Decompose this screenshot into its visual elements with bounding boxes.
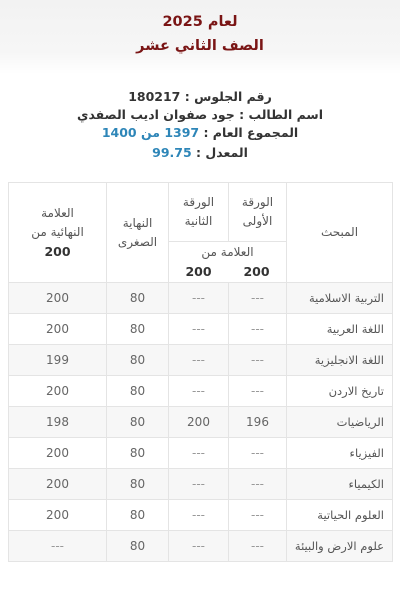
- table-row: [9, 283, 393, 314]
- header-mark-from: [169, 242, 287, 283]
- header-paper1-line1: الورقة: [241, 195, 274, 209]
- min-grade-cell: 80: [107, 345, 169, 376]
- min-grade-cell: 80: [107, 407, 169, 438]
- min-grade-cell: 80: [107, 531, 169, 562]
- final-grade-cell: 200: [9, 376, 107, 407]
- subject-cell: اللغة الانجليزية: [287, 345, 393, 376]
- seat-number-label: رقم الجلوس :: [180, 89, 272, 104]
- final-grade-cell: 200: [9, 469, 107, 500]
- header-min-grade: [107, 183, 169, 283]
- subject-cell: اللغة العربية: [287, 314, 393, 345]
- header-paper2-max: 200: [185, 263, 212, 279]
- total-score-label: المجموع العام :: [199, 125, 299, 140]
- header-paper1-line2: الأولى: [242, 214, 273, 228]
- header-mark-from-label: العلامة من: [201, 244, 254, 259]
- grade-title: الصف الثاني عشر: [136, 38, 264, 54]
- average-score: [0, 144, 400, 162]
- seat-number-value: 180217: [128, 89, 181, 104]
- min-grade-cell: 80: [107, 314, 169, 345]
- min-grade-cell: 80: [107, 376, 169, 407]
- table-row: [9, 531, 393, 562]
- min-grade-cell: 80: [107, 500, 169, 531]
- student-name-value: جود صفوان اديب الصفدي: [77, 107, 235, 122]
- subject-cell: الرياضيات: [287, 407, 393, 438]
- paper1-cell: ---: [229, 438, 287, 469]
- table-row: [9, 500, 393, 531]
- subject-cell: الفيزياء: [287, 438, 393, 469]
- average-score-value: 99.75: [152, 145, 192, 160]
- paper2-cell: ---: [169, 283, 229, 314]
- paper2-cell: ---: [169, 500, 229, 531]
- final-grade-cell: ---: [9, 531, 107, 562]
- final-grade-cell: 200: [9, 314, 107, 345]
- result-year-title: لعام 2025: [162, 14, 238, 30]
- header-paper2: [169, 183, 229, 242]
- min-grade-cell: 80: [107, 283, 169, 314]
- header-min-line1: النهاية: [122, 215, 153, 230]
- header-final-max: 200: [44, 243, 71, 259]
- table-row: [9, 314, 393, 345]
- paper2-cell: ---: [169, 469, 229, 500]
- grades-table-body: [9, 283, 393, 562]
- header-min-line2: الصغرى: [117, 234, 158, 249]
- header-subject: المبحث: [287, 183, 393, 283]
- grades-table: [8, 182, 393, 562]
- paper1-cell: ---: [229, 345, 287, 376]
- average-score-label: المعدل :: [191, 145, 248, 160]
- header-final-line1: العلامة: [41, 205, 74, 220]
- header-paper2-line2: الثانية: [184, 214, 213, 228]
- min-grade-cell: 80: [107, 438, 169, 469]
- final-grade-cell: 200: [9, 500, 107, 531]
- paper1-cell: ---: [229, 531, 287, 562]
- paper1-cell: ---: [229, 283, 287, 314]
- min-grade-cell: 80: [107, 469, 169, 500]
- table-row: [9, 345, 393, 376]
- paper1-cell: ---: [229, 500, 287, 531]
- header-paper1-max: 200: [243, 263, 270, 279]
- student-name: [0, 106, 400, 124]
- table-row: [9, 469, 393, 500]
- final-grade-cell: 199: [9, 345, 107, 376]
- paper2-cell: ---: [169, 438, 229, 469]
- paper2-cell: 200: [169, 407, 229, 438]
- subject-cell: التربية الاسلامية: [287, 283, 393, 314]
- student-name-label: اسم الطالب :: [234, 107, 323, 122]
- paper2-cell: ---: [169, 531, 229, 562]
- subject-cell: تاريخ الاردن: [287, 376, 393, 407]
- header-paper2-line1: الورقة: [182, 195, 215, 209]
- header-final-grade: [9, 183, 107, 283]
- header-final-line2: النهائية من: [31, 224, 84, 239]
- final-grade-cell: 200: [9, 283, 107, 314]
- total-score-value: 1397 من 1400: [101, 125, 200, 140]
- paper2-cell: ---: [169, 376, 229, 407]
- table-row: [9, 438, 393, 469]
- subject-cell: الكيمياء: [287, 469, 393, 500]
- final-grade-cell: 198: [9, 407, 107, 438]
- header-paper1: [229, 183, 287, 242]
- final-grade-cell: 200: [9, 438, 107, 469]
- paper2-cell: ---: [169, 345, 229, 376]
- table-row: [9, 407, 393, 438]
- seat-number: [0, 88, 400, 106]
- table-row: [9, 376, 393, 407]
- subject-cell: العلوم الحياتية: [287, 500, 393, 531]
- paper1-cell: 196: [229, 407, 287, 438]
- paper1-cell: ---: [229, 469, 287, 500]
- paper1-cell: ---: [229, 376, 287, 407]
- paper2-cell: ---: [169, 314, 229, 345]
- total-score: [0, 124, 400, 142]
- paper1-cell: ---: [229, 314, 287, 345]
- subject-cell: علوم الارض والبيئة: [287, 531, 393, 562]
